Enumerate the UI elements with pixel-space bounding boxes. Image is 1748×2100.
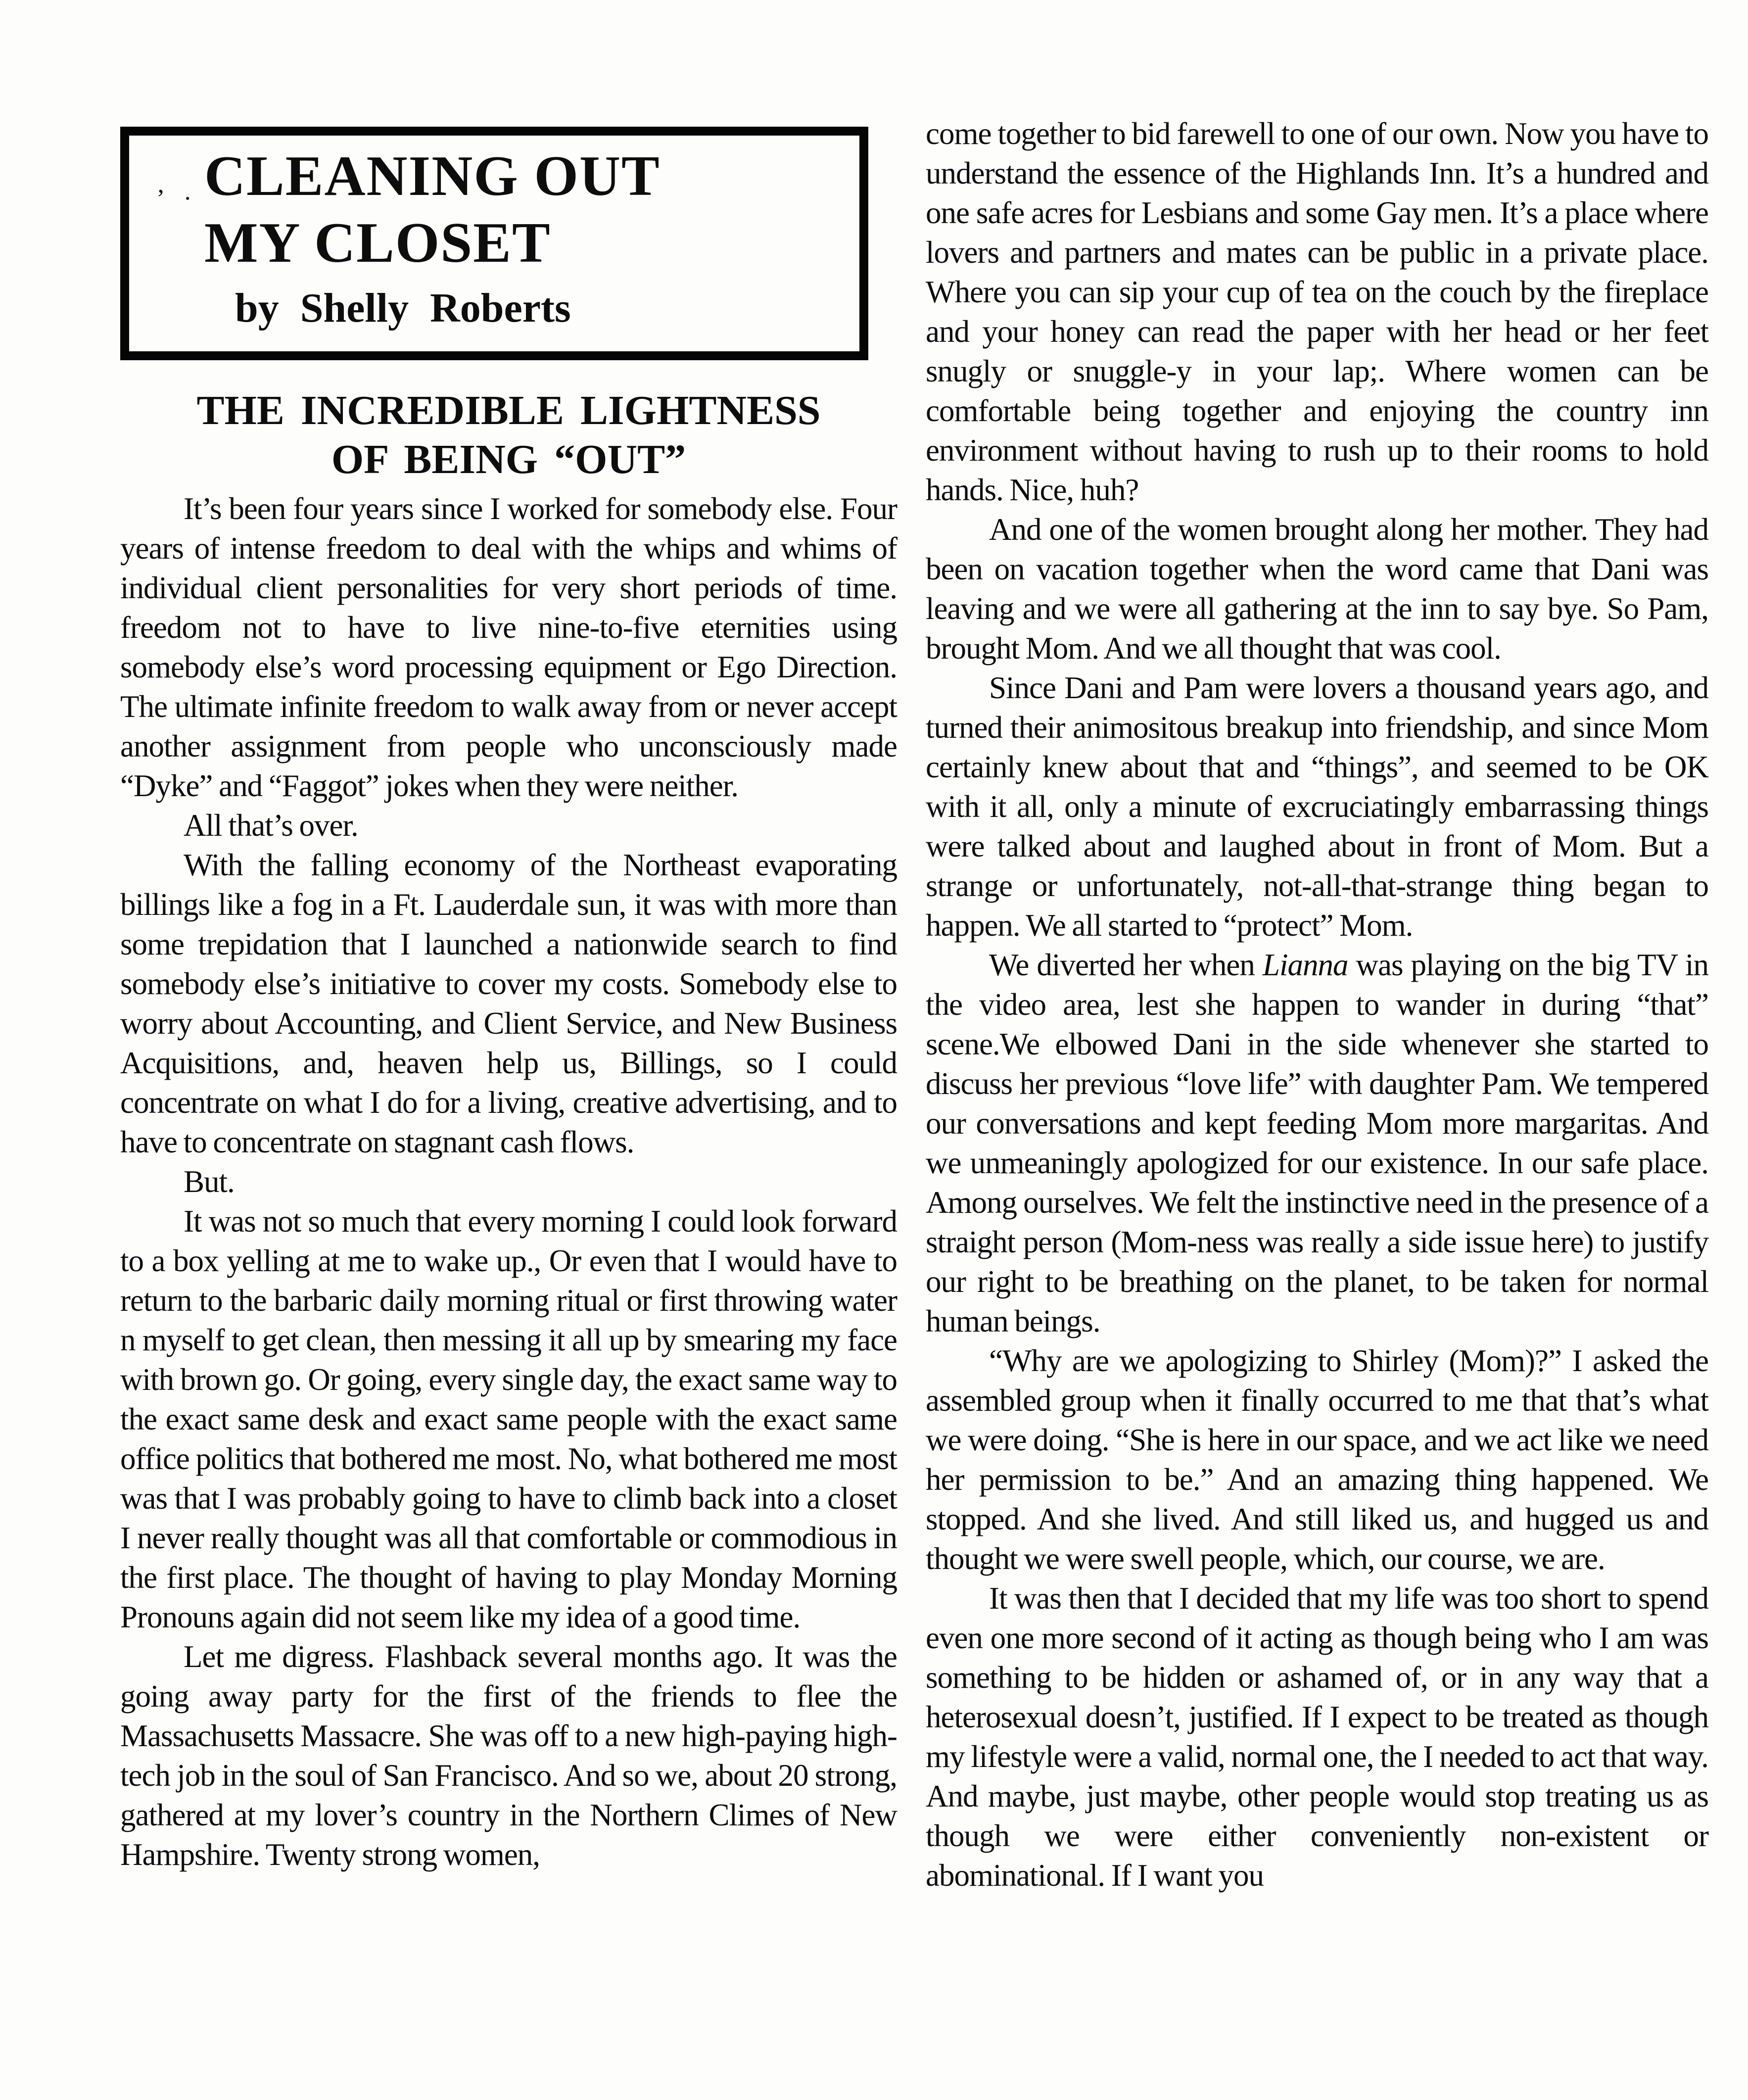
article-paragraph: It’s been four years since I worked for somebody else. Four years of intense freedom to deal with the whips and whims of individual client personalities for very short periods of time. freedom not to have to live nine-to-five eternities using somebody else’s word processing equipment or Ego Direction. The ultimate infinite freedom to walk away from or never accept another assignment from people who unconsciously made “Dyke” and “Faggot” jokes when they were neither. <box>120 491 897 803</box>
headline-line2: OF BEING “OUT” <box>331 436 686 482</box>
masthead-title-line1: CLEANING OUT <box>204 144 661 207</box>
left-column <box>120 113 897 1895</box>
article-paragraph <box>926 945 1708 1341</box>
article-paragraph: Let me digress. Flashback several months ago. It was the going away party for the first of the friends to flee the Massachusetts Massacre. She was off to a new high-paying high-tech job in the soul of San Francisco. And so we, about 20 strong, gathered at my lover’s country in the Northern Climes of New Hampshire. Twenty strong women, <box>120 1639 897 1872</box>
article-paragraph: With the falling economy of the Northeast evaporating billings like a fog in a Ft. Lauderdale sun, it was with more than some trepidation that I launched a nationwide search to find somebody else’s initiative to cover my costs. Somebody else to worry about Accounting, and Client Service, and New Business Acquisitions, and, heaven help us, Billings, so I could concentrate on what I do for a living, creative advertising, and to have to concentrate on stagnant cash flows. <box>120 848 897 1159</box>
lianna-movie-title: Lianna <box>1262 948 1348 982</box>
article-paragraph: come together to bid farewell to one of our own. Now you have to understand the essence of the Highlands Inn. It’s a hundred and one safe acres for Lesbians and some Gay men. It’s a place where lovers and partners and mates can be public in a private place. Where you can sip your cup of tea on the couch by the fireplace and your honey can read the paper with her head or her feet snugly or snuggle-y in your lap;. Where women can be comfortable being together and enjoying the country inn environment without having to rush up to their rooms to hold hands. Nice, huh? <box>926 116 1708 507</box>
right-column <box>926 113 1708 1895</box>
masthead-byline: by Shelly Roberts <box>235 285 571 331</box>
article-paragraph: But. <box>184 1164 235 1199</box>
headline-line1: THE INCREDIBLE LIGHTNESS <box>196 387 821 433</box>
article-paragraph: All that’s over. <box>184 808 358 843</box>
article-paragraph: And one of the women brought along her mother. They had been on vacation together when the word came that Dani was leaving and we were all gathering at the inn to say bye. So Pam, brought Mom. And we all thought that was cool. <box>926 512 1708 666</box>
article-paragraph: Since Dani and Pam were lovers a thousand years ago, and turned their animositous breakup into friendship, and since Mom certainly knew about that and “things”, and seemed to be OK with it all, only a minute of excruciatingly embarrassing things were talked about and laughed about in front of Mom. But a strange or unfortunately, not-all-that-strange thing began to happen. We all started to “protect” Mom. <box>926 670 1708 943</box>
lianna-paragraph-pre: We diverted her when <box>989 948 1263 982</box>
two-column-layout <box>120 113 1708 1895</box>
article-paragraph: It was not so much that every morning I could look forward to a box yelling at me to wake up., Or even that I would have to return to the barbaric daily morning ritual or first throwing water n myself to get clean, then messing it all up by smearing my face with brown go. Or going, every single day, the exact same way to the exact same desk and exact same people with the exact same office politics that bothered me most. No, what bothered me most was that I was probably going to have to climb back into a closet I never really thought was all that comfortable or commodious in the first place. The thought of having to play Monday Morning Pronouns again did not seem like my idea of a good time. <box>120 1204 897 1634</box>
lianna-paragraph-post: was playing on the big TV in the video area, lest she happen to wander in during “that” scene.We elbowed Dani in the side whenever she started to discuss her previous “love life” with daughter Pam. We tempered our conversations and kept feeding Mom more margaritas. And we unmeaningly apologized for our existence. In our safe place. Among ourselves. We felt the instinctive need in the presence of a straight person (Mom-ness was really a side issue here) to justify our right to be breathing on the planet, to be taken for normal human beings. <box>926 948 1708 1338</box>
article-paragraph: “Why are we apologizing to Shirley (Mom)?” I asked the assembled group when it finally occurred to me that that’s what we were doing. “She is here in our space, and we act like we need her permission to be.” And an amazing thing happened. We stopped. And she lived. And still liked us, and hugged us and thought we were swell people, which, our course, we are. <box>926 1343 1708 1576</box>
masthead-box <box>120 127 868 360</box>
scan-artifact-mark: ’ · <box>156 185 199 213</box>
masthead-title-line2: MY CLOSET <box>204 211 551 274</box>
article-paragraph: It was then that I decided that my life was too short to spend even one more second of it acting as though being who I am was something to be hidden or ashamed of, or in any way that a heterosexual doesn’t, justified. If I expect to be treated as though my lifestyle were a valid, normal one, the I needed to act that way. And maybe, just maybe, other people would stop treating us as though we were either conveniently non-existent or abominational. If I want you <box>926 1581 1708 1893</box>
article-headline <box>120 386 897 484</box>
